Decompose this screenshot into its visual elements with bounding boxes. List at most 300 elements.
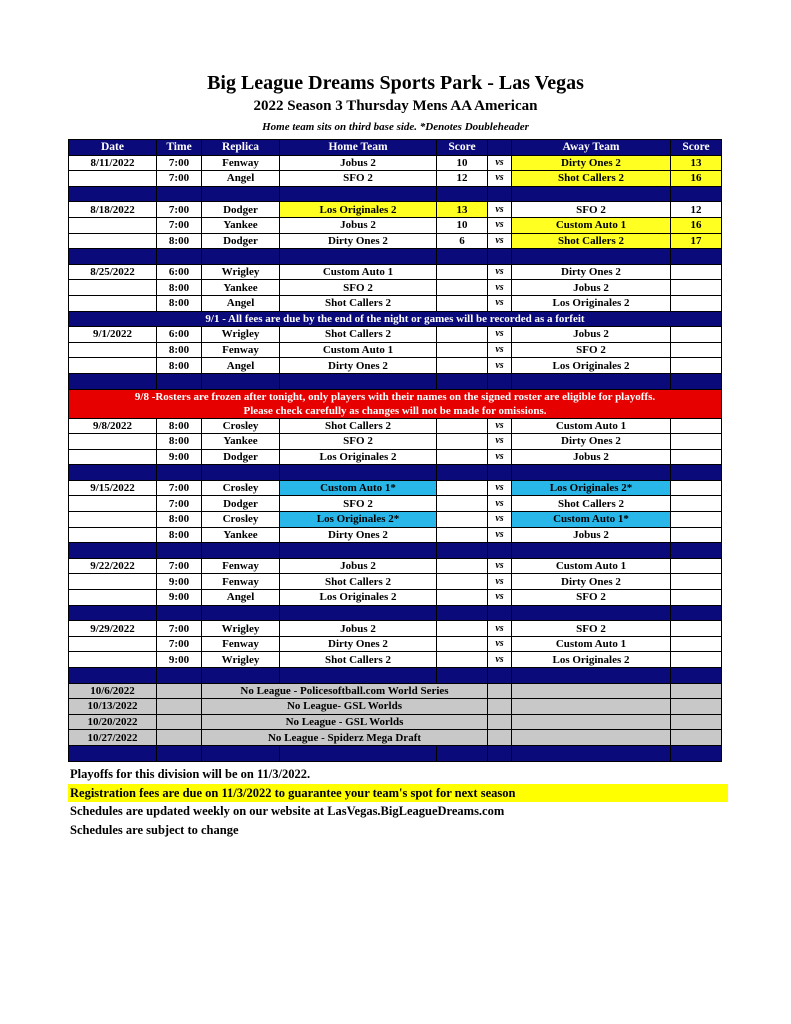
game-row xyxy=(69,327,722,343)
no-league-row xyxy=(69,730,722,746)
away-score-cell: 16 xyxy=(671,171,722,187)
away-team-cell: SFO 2 xyxy=(512,590,671,606)
no-league-text: No League- GSL Worlds xyxy=(202,699,488,715)
date-cell xyxy=(69,233,157,249)
home-score-cell xyxy=(437,527,488,543)
time-cell: 7:00 xyxy=(157,480,202,496)
page-title: Big League Dreams Sports Park - Las Vegas xyxy=(207,72,584,94)
separator-cell xyxy=(280,186,437,202)
separator-cell xyxy=(280,373,437,389)
home-score-cell xyxy=(437,496,488,512)
separator-cell xyxy=(437,543,488,559)
date-cell xyxy=(69,512,157,528)
date-cell: 10/6/2022 xyxy=(69,683,157,699)
replica-cell: Wrigley xyxy=(202,652,280,668)
separator-cell xyxy=(280,605,437,621)
empty-cell xyxy=(488,730,512,746)
away-team-cell: Jobus 2 xyxy=(512,527,671,543)
replica-cell: Angel xyxy=(202,590,280,606)
time-cell: 8:00 xyxy=(157,358,202,374)
fees-notice: 9/1 - All fees are due by the end of the night or games will be recorded as a forfeit xyxy=(69,311,722,327)
away-score-cell xyxy=(671,449,722,465)
separator-cell xyxy=(202,668,280,684)
away-score-cell xyxy=(671,295,722,311)
away-score-cell xyxy=(671,280,722,296)
home-team-cell: Dirty Ones 2 xyxy=(280,636,437,652)
empty-cell xyxy=(671,699,722,715)
empty-cell xyxy=(671,683,722,699)
away-team-cell: Shot Callers 2 xyxy=(512,233,671,249)
away-team-cell: Dirty Ones 2 xyxy=(512,574,671,590)
away-team-cell: Jobus 2 xyxy=(512,280,671,296)
game-row xyxy=(69,512,722,528)
date-cell xyxy=(69,636,157,652)
vs-cell: vs xyxy=(488,327,512,343)
registration-note: Registration fees are due on 11/3/2022 to guarantee your team's spot for next season xyxy=(68,784,728,803)
vs-cell: vs xyxy=(488,202,512,218)
date-cell: 8/18/2022 xyxy=(69,202,157,218)
separator-cell xyxy=(157,668,202,684)
vs-cell: vs xyxy=(488,418,512,434)
separator-cell xyxy=(280,668,437,684)
col-vs xyxy=(488,140,512,156)
vs-cell: vs xyxy=(488,217,512,233)
away-team-cell: Custom Auto 1 xyxy=(512,418,671,434)
replica-cell: Yankee xyxy=(202,527,280,543)
separator-cell xyxy=(69,543,157,559)
replica-cell: Angel xyxy=(202,358,280,374)
separator-cell xyxy=(437,186,488,202)
replica-cell: Wrigley xyxy=(202,327,280,343)
empty-cell xyxy=(488,683,512,699)
date-cell xyxy=(69,434,157,450)
separator-cell xyxy=(69,186,157,202)
separator-cell xyxy=(488,668,512,684)
vs-cell: vs xyxy=(488,264,512,280)
away-team-cell: Shot Callers 2 xyxy=(512,496,671,512)
separator-cell xyxy=(280,543,437,559)
empty-cell xyxy=(671,714,722,730)
date-cell: 8/25/2022 xyxy=(69,264,157,280)
home-score-cell xyxy=(437,295,488,311)
empty-cell xyxy=(512,714,671,730)
empty-cell xyxy=(157,714,202,730)
separator-cell xyxy=(157,465,202,481)
vs-cell: vs xyxy=(488,527,512,543)
replica-cell: Dodger xyxy=(202,202,280,218)
separator-cell xyxy=(202,249,280,265)
away-score-cell xyxy=(671,358,722,374)
away-team-cell: Jobus 2 xyxy=(512,449,671,465)
separator-cell xyxy=(512,668,671,684)
home-team-cell: Jobus 2 xyxy=(280,558,437,574)
separator-cell xyxy=(69,465,157,481)
empty-cell xyxy=(488,714,512,730)
home-score-cell xyxy=(437,327,488,343)
vs-cell: vs xyxy=(488,434,512,450)
home-score-cell xyxy=(437,621,488,637)
time-cell: 7:00 xyxy=(157,496,202,512)
home-team-cell: Dirty Ones 2 xyxy=(280,233,437,249)
game-row xyxy=(69,636,722,652)
home-team-cell: Shot Callers 2 xyxy=(280,327,437,343)
away-score-cell xyxy=(671,264,722,280)
game-row xyxy=(69,233,722,249)
home-team-cell: Custom Auto 1 xyxy=(280,342,437,358)
no-league-text: No League - Spiderz Mega Draft xyxy=(202,730,488,746)
time-cell: 9:00 xyxy=(157,449,202,465)
replica-cell: Dodger xyxy=(202,233,280,249)
separator-cell xyxy=(280,249,437,265)
separator-cell xyxy=(157,249,202,265)
away-team-cell: SFO 2 xyxy=(512,621,671,637)
date-cell xyxy=(69,449,157,465)
no-league-text: No League - Policesoftball.com World Series xyxy=(202,683,488,699)
away-score-cell xyxy=(671,512,722,528)
date-cell xyxy=(69,527,157,543)
separator-cell xyxy=(512,605,671,621)
separator-cell xyxy=(437,373,488,389)
separator-cell xyxy=(488,249,512,265)
home-team-cell: Shot Callers 2 xyxy=(280,418,437,434)
separator-cell xyxy=(671,668,722,684)
vs-cell: vs xyxy=(488,480,512,496)
separator-cell xyxy=(437,605,488,621)
roster-alert-row xyxy=(69,389,722,418)
away-score-cell xyxy=(671,418,722,434)
separator-cell xyxy=(202,373,280,389)
separator-cell xyxy=(512,745,671,761)
replica-cell: Fenway xyxy=(202,558,280,574)
replica-cell: Yankee xyxy=(202,217,280,233)
separator-cell xyxy=(512,186,671,202)
home-score-cell xyxy=(437,558,488,574)
away-score-cell xyxy=(671,527,722,543)
time-cell: 7:00 xyxy=(157,155,202,171)
home-score-cell: 10 xyxy=(437,155,488,171)
home-team-note: Home team sits on third base side. *Denotes Doubleheader xyxy=(262,121,529,133)
game-row xyxy=(69,652,722,668)
replica-cell: Yankee xyxy=(202,280,280,296)
away-score-cell xyxy=(671,558,722,574)
home-team-cell: Jobus 2 xyxy=(280,217,437,233)
empty-cell xyxy=(488,699,512,715)
separator-row xyxy=(69,543,722,559)
vs-cell: vs xyxy=(488,155,512,171)
time-cell: 8:00 xyxy=(157,418,202,434)
home-score-cell xyxy=(437,590,488,606)
replica-cell: Fenway xyxy=(202,636,280,652)
separator-cell xyxy=(280,745,437,761)
separator-cell xyxy=(512,465,671,481)
home-score-cell: 6 xyxy=(437,233,488,249)
separator-row xyxy=(69,373,722,389)
separator-row xyxy=(69,186,722,202)
date-cell: 10/20/2022 xyxy=(69,714,157,730)
separator-cell xyxy=(157,745,202,761)
date-cell xyxy=(69,171,157,187)
date-cell: 9/8/2022 xyxy=(69,418,157,434)
col-home-score: Score xyxy=(437,140,488,156)
date-cell xyxy=(69,574,157,590)
empty-cell xyxy=(157,730,202,746)
away-team-cell: Los Originales 2 xyxy=(512,652,671,668)
game-row xyxy=(69,155,722,171)
game-row xyxy=(69,480,722,496)
replica-cell: Dodger xyxy=(202,496,280,512)
home-score-cell xyxy=(437,512,488,528)
away-team-cell: Custom Auto 1 xyxy=(512,636,671,652)
col-home-team: Home Team xyxy=(280,140,437,156)
separator-row xyxy=(69,605,722,621)
separator-cell xyxy=(157,186,202,202)
separator-cell xyxy=(671,249,722,265)
empty-cell xyxy=(512,730,671,746)
away-score-cell xyxy=(671,480,722,496)
home-team-cell: SFO 2 xyxy=(280,496,437,512)
time-cell: 9:00 xyxy=(157,652,202,668)
home-team-cell: Los Originales 2 xyxy=(280,449,437,465)
game-row xyxy=(69,295,722,311)
col-time: Time xyxy=(157,140,202,156)
away-team-cell: Dirty Ones 2 xyxy=(512,434,671,450)
separator-cell xyxy=(437,249,488,265)
empty-cell xyxy=(671,730,722,746)
separator-cell xyxy=(488,465,512,481)
col-away-team: Away Team xyxy=(512,140,671,156)
date-cell xyxy=(69,342,157,358)
home-score-cell xyxy=(437,280,488,296)
game-row xyxy=(69,527,722,543)
date-cell: 9/1/2022 xyxy=(69,327,157,343)
away-score-cell xyxy=(671,621,722,637)
away-score-cell xyxy=(671,636,722,652)
game-row xyxy=(69,449,722,465)
footer-notes xyxy=(68,765,728,839)
away-team-cell: Custom Auto 1 xyxy=(512,558,671,574)
time-cell: 7:00 xyxy=(157,558,202,574)
game-row xyxy=(69,574,722,590)
home-score-cell: 13 xyxy=(437,202,488,218)
vs-cell: vs xyxy=(488,171,512,187)
away-score-cell xyxy=(671,434,722,450)
time-cell: 8:00 xyxy=(157,295,202,311)
time-cell: 8:00 xyxy=(157,512,202,528)
separator-row xyxy=(69,668,722,684)
time-cell: 7:00 xyxy=(157,217,202,233)
separator-cell xyxy=(671,605,722,621)
vs-cell: vs xyxy=(488,652,512,668)
time-cell: 7:00 xyxy=(157,621,202,637)
separator-cell xyxy=(202,186,280,202)
home-score-cell xyxy=(437,480,488,496)
separator-cell xyxy=(69,745,157,761)
game-row xyxy=(69,264,722,280)
home-score-cell xyxy=(437,358,488,374)
vs-cell: vs xyxy=(488,590,512,606)
separator-cell xyxy=(202,605,280,621)
vs-cell: vs xyxy=(488,358,512,374)
home-team-cell: Dirty Ones 2 xyxy=(280,527,437,543)
time-cell: 8:00 xyxy=(157,280,202,296)
col-away-score: Score xyxy=(671,140,722,156)
game-row xyxy=(69,280,722,296)
schedule-table xyxy=(68,139,722,762)
home-team-cell: Custom Auto 1 xyxy=(280,264,437,280)
separator-cell xyxy=(488,373,512,389)
date-cell: 9/29/2022 xyxy=(69,621,157,637)
separator-cell xyxy=(671,186,722,202)
away-team-cell: SFO 2 xyxy=(512,342,671,358)
home-score-cell xyxy=(437,652,488,668)
fees-notice-row xyxy=(69,311,722,327)
time-cell: 8:00 xyxy=(157,527,202,543)
date-cell xyxy=(69,217,157,233)
date-cell: 9/15/2022 xyxy=(69,480,157,496)
replica-cell: Angel xyxy=(202,295,280,311)
separator-cell xyxy=(671,465,722,481)
away-score-cell xyxy=(671,652,722,668)
home-team-cell: SFO 2 xyxy=(280,434,437,450)
away-score-cell: 17 xyxy=(671,233,722,249)
game-row xyxy=(69,342,722,358)
game-row xyxy=(69,418,722,434)
separator-cell xyxy=(671,373,722,389)
separator-cell xyxy=(671,745,722,761)
vs-cell: vs xyxy=(488,512,512,528)
game-row xyxy=(69,202,722,218)
replica-cell: Fenway xyxy=(202,155,280,171)
time-cell: 7:00 xyxy=(157,202,202,218)
away-team-cell: Jobus 2 xyxy=(512,327,671,343)
time-cell: 7:00 xyxy=(157,636,202,652)
time-cell: 8:00 xyxy=(157,233,202,249)
home-score-cell: 10 xyxy=(437,217,488,233)
no-league-text: No League - GSL Worlds xyxy=(202,714,488,730)
game-row xyxy=(69,621,722,637)
home-team-cell: Jobus 2 xyxy=(280,155,437,171)
replica-cell: Yankee xyxy=(202,434,280,450)
separator-cell xyxy=(202,543,280,559)
away-score-cell xyxy=(671,327,722,343)
away-score-cell xyxy=(671,342,722,358)
roster-alert-line-1: 9/8 -Rosters are frozen after tonight, only players with their names on the signed roster are eligible for playoffs. xyxy=(134,390,656,403)
vs-cell: vs xyxy=(488,636,512,652)
time-cell: 7:00 xyxy=(157,171,202,187)
replica-cell: Crosley xyxy=(202,418,280,434)
replica-cell: Fenway xyxy=(202,342,280,358)
vs-cell: vs xyxy=(488,621,512,637)
schedule-subtitle: 2022 Season 3 Thursday Mens AA American xyxy=(253,98,538,114)
game-row xyxy=(69,558,722,574)
date-cell xyxy=(69,496,157,512)
home-score-cell xyxy=(437,449,488,465)
home-team-cell: Los Originales 2 xyxy=(280,202,437,218)
home-team-cell: SFO 2 xyxy=(280,171,437,187)
replica-cell: Angel xyxy=(202,171,280,187)
empty-cell xyxy=(157,699,202,715)
home-team-cell: SFO 2 xyxy=(280,280,437,296)
game-row xyxy=(69,171,722,187)
home-score-cell xyxy=(437,264,488,280)
date-cell xyxy=(69,590,157,606)
no-league-row xyxy=(69,699,722,715)
away-team-cell: Custom Auto 1 xyxy=(512,217,671,233)
game-row xyxy=(69,590,722,606)
away-team-cell: Shot Callers 2 xyxy=(512,171,671,187)
replica-cell: Wrigley xyxy=(202,264,280,280)
separator-cell xyxy=(69,668,157,684)
separator-cell xyxy=(157,373,202,389)
date-cell: 8/11/2022 xyxy=(69,155,157,171)
away-score-cell: 16 xyxy=(671,217,722,233)
replica-cell: Dodger xyxy=(202,449,280,465)
separator-cell xyxy=(69,249,157,265)
separator-cell xyxy=(488,186,512,202)
time-cell: 9:00 xyxy=(157,590,202,606)
away-team-cell: SFO 2 xyxy=(512,202,671,218)
separator-cell xyxy=(488,745,512,761)
home-team-cell: Shot Callers 2 xyxy=(280,574,437,590)
time-cell: 8:00 xyxy=(157,342,202,358)
home-team-cell: Jobus 2 xyxy=(280,621,437,637)
time-cell: 9:00 xyxy=(157,574,202,590)
separator-row xyxy=(69,745,722,761)
playoffs-note: Playoffs for this division will be on 11/3/2022. xyxy=(70,767,311,781)
replica-cell: Crosley xyxy=(202,480,280,496)
home-team-cell: Shot Callers 2 xyxy=(280,295,437,311)
no-league-row xyxy=(69,714,722,730)
header-row xyxy=(69,140,722,156)
replica-cell: Crosley xyxy=(202,512,280,528)
game-row xyxy=(69,358,722,374)
col-date: Date xyxy=(69,140,157,156)
vs-cell: vs xyxy=(488,342,512,358)
time-cell: 6:00 xyxy=(157,327,202,343)
separator-cell xyxy=(512,373,671,389)
separator-cell xyxy=(437,668,488,684)
separator-cell xyxy=(69,373,157,389)
replica-cell: Wrigley xyxy=(202,621,280,637)
away-team-cell: Custom Auto 1* xyxy=(512,512,671,528)
home-score-cell xyxy=(437,418,488,434)
home-team-cell: Los Originales 2* xyxy=(280,512,437,528)
separator-cell xyxy=(488,543,512,559)
away-score-cell: 12 xyxy=(671,202,722,218)
website-note: Schedules are updated weekly on our website at LasVegas.BigLeagueDreams.com xyxy=(70,804,505,818)
away-score-cell xyxy=(671,590,722,606)
separator-cell xyxy=(202,465,280,481)
home-score-cell xyxy=(437,342,488,358)
separator-cell xyxy=(280,465,437,481)
vs-cell: vs xyxy=(488,295,512,311)
away-team-cell: Los Originales 2 xyxy=(512,358,671,374)
separator-cell xyxy=(202,745,280,761)
separator-cell xyxy=(512,249,671,265)
away-team-cell: Los Originales 2 xyxy=(512,295,671,311)
time-cell: 6:00 xyxy=(157,264,202,280)
away-team-cell: Dirty Ones 2 xyxy=(512,264,671,280)
empty-cell xyxy=(512,683,671,699)
vs-cell: vs xyxy=(488,574,512,590)
date-cell xyxy=(69,280,157,296)
date-cell xyxy=(69,358,157,374)
separator-row xyxy=(69,249,722,265)
game-row xyxy=(69,217,722,233)
game-row xyxy=(69,434,722,450)
vs-cell: vs xyxy=(488,496,512,512)
vs-cell: vs xyxy=(488,558,512,574)
